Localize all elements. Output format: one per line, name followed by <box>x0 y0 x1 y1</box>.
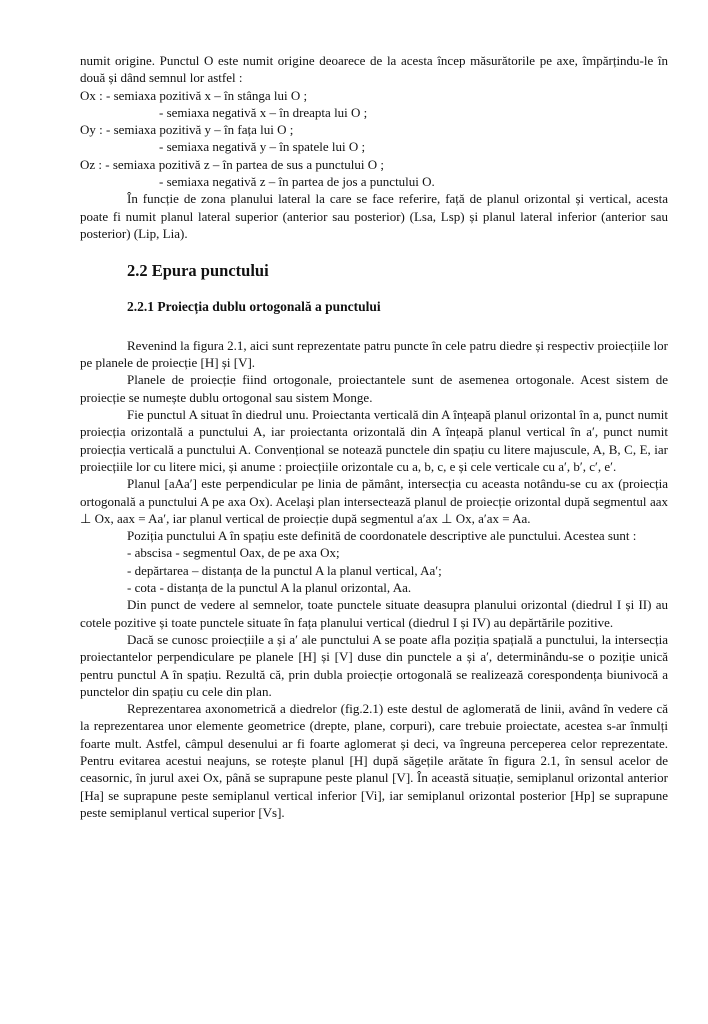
intro-paragraph: numit origine. Punctul O este numit origine deoarece de la acesta încep măsurătorile pe axe, împărțindu-le în două și dând semnul lor astfel : <box>80 53 668 86</box>
list-item-abscisa: - abscisa - segmentul Oax, de pe axa Ox; <box>127 545 340 561</box>
paragraph-7: Dacă se cunosc proiecțiile a și a′ ale punctului A se poate afla poziția spațială a punctului, la intersecția proiectantelor perpendiculare pe planele [H] și [V] duse din punctele a și a′, determinându-se o poziție unică pentru punctul A în spațiu. Rezultă că, prin dubla proiecție ortogonală se realizează corespondența biunivocă a punctelor din spațiu cu cele din plan. <box>80 631 668 699</box>
lateral-plane-paragraph: În funcție de zona planului lateral la care se face referire, față de planul orizontal și vertical, acesta poate fi numit planul lateral superior (anterior sau posterior) (Lsa, Lsp) și planul lateral inferior (anterior sau posterior) (Lip, Lia). <box>80 191 668 241</box>
paragraph-1: Revenind la figura 2.1, aici sunt reprezentate patru puncte în cele patru diedre și respectiv proiecțiile lor pe planele de proiecție [H] și [V]. <box>80 337 668 371</box>
oy-positive-line: Oy : - semiaxa pozitivă y – în fața lui O ; <box>80 122 294 138</box>
ox-negative-line: - semiaxa negativă x – în dreapta lui O ; <box>159 104 368 120</box>
paragraph-8: Reprezentarea axonometrică a diedrelor (fig.2.1) este destul de aglomerată de linii, având în vedere că la reprezentarea unor elemente geometrice (drepte, plane, corpuri), care trebuie proiectate, acestea s-ar înmulți foarte mult. Astfel, câmpul desenului ar fi foarte aglomerat și deci, va îngreuna perceperea celor reprezentate. Pentru evitarea acestui neajuns, se rotește planul [H] după săgețile arătate în figura 2.1, în sensul acelor de ceasornic, în jurul axei Ox, până se suprapune peste planul [V]. În această situație, semiplanul orizontal anterior [Ha] se suprapune peste semiplanul vertical inferior [Vi], iar semiplanul orizontal posterior [Hp] se suprapune peste semiplanul vertical superior [Vs]. <box>80 701 668 820</box>
paragraph-5: Poziția punctului A în spațiu este definită de coordonatele descriptive ale punctului. Acestea sunt : <box>127 528 637 544</box>
section-title: 2.2 Epura punctului <box>127 261 269 281</box>
paragraph-2: Planele de proiecție fiind ortogonale, proiectantele sunt de asemenea ortogonale. Acest sistem de proiecție se numește dublu ortogonal sau sistem Monge. <box>80 372 668 405</box>
subsection-title: 2.2.1 Proiecția dublu ortogonală a punctului <box>127 298 381 314</box>
document-page <box>80 0 668 821</box>
paragraph-4: Planul [aAa′] este perpendicular pe linia de pământ, intersecția cu aceasta notându-se cu ax (proiecția ortogonală a punctului A pe axa Ox). Acelaşi plan intersectează planul de proiecție orizontal după segmentul aax ⊥ Ox, aax = Aa′, iar planul vertical de proiecție după segmentul a′ax ⊥ Ox, a′ax = Aa. <box>80 476 668 526</box>
paragraph-6: Din punct de vedere al semnelor, toate punctele situate deasupra planului orizontal (diedrul I și II) au cotele pozitive și toate punctele situate în fața planului vertical (diedrul I și IV) au depărtările pozitive. <box>80 597 668 630</box>
oz-positive-line: Oz : - semiaxa pozitivă z – în partea de sus a punctului O ; <box>80 156 384 172</box>
ox-positive-line: Ox : - semiaxa pozitivă x – în stânga lui O ; <box>80 87 308 103</box>
paragraph-3: Fie punctul A situat în diedrul unu. Proiectanta verticală din A înțeapă planul orizontal în a, punct numit proiecția orizontală a punctului A, iar proiectanta orizontală din A înțeapă planul vertical în a′, punct numit proiecția verticală a punctului A. Convențional se notează punctele din spațiu cu litere majuscule, A, B, C, E, iar proiecțiile lor cu litere mici, și anume : proiecțiile orizontale cu a, b, c, e și cele verticale cu a′, b′, c′, e′. <box>80 407 668 474</box>
list-item-cota: - cota - distanța de la punctul A la planul orizontal, Aa. <box>127 580 412 596</box>
oy-negative-line: - semiaxa negativă y – în spatele lui O ; <box>159 139 366 155</box>
oz-negative-line: - semiaxa negativă z – în partea de jos a punctului O. <box>159 174 435 190</box>
list-item-departarea: - depărtarea – distanța de la punctul A la planul vertical, Aa′; <box>127 562 442 578</box>
